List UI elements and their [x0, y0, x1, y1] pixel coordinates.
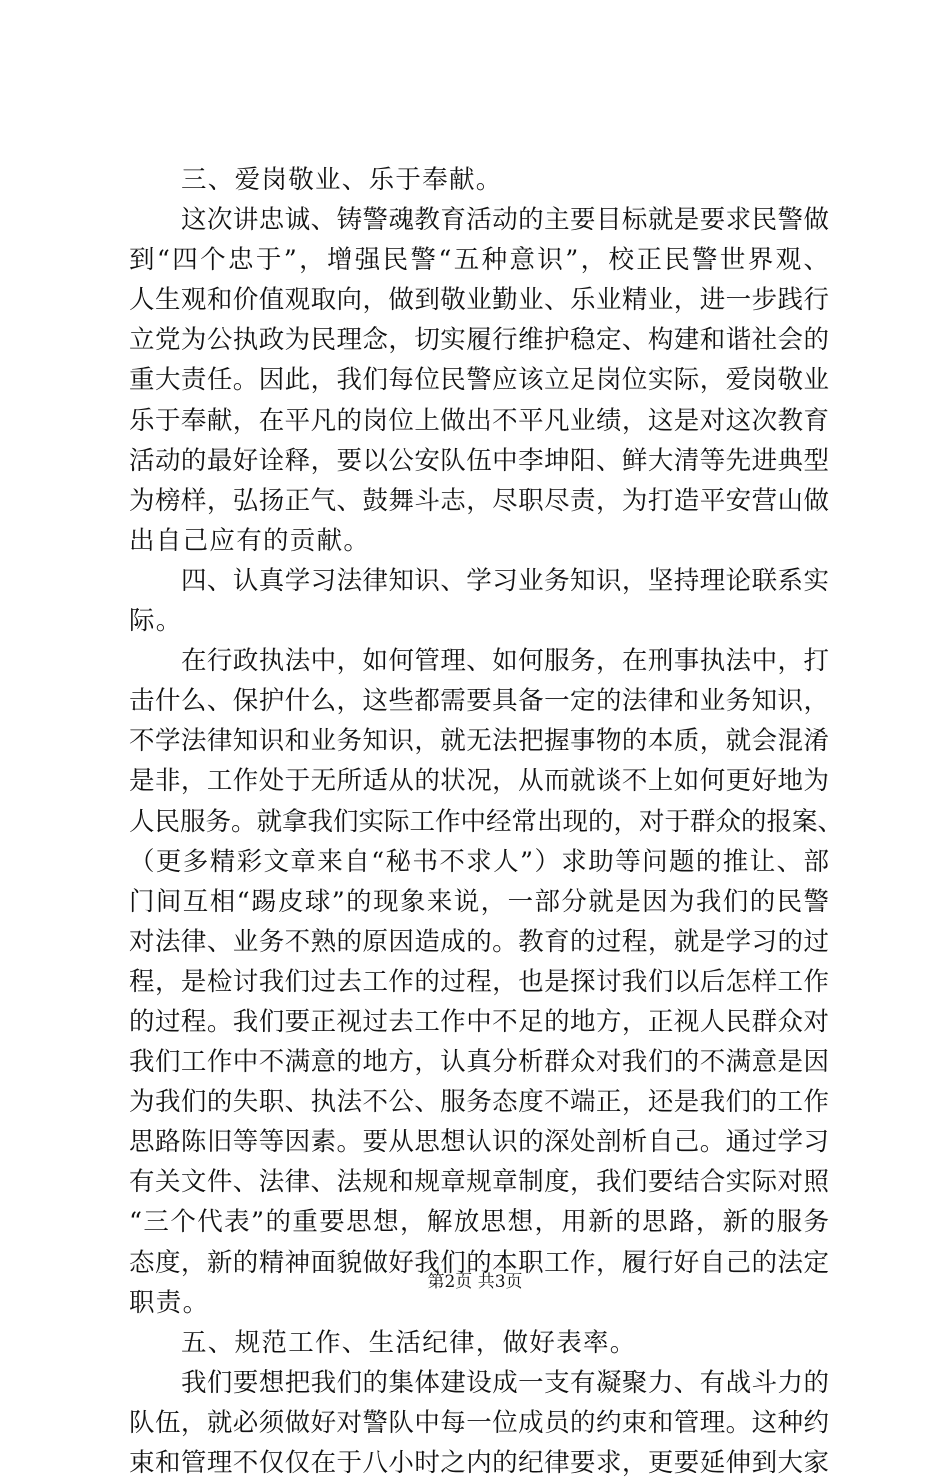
paragraph-line: 的过程。我们要正视过去工作中不足的地方，正视人民群众对 — [129, 1006, 829, 1037]
paragraph-line: 活动的最好诠释，要以公安队伍中李坤阳、鲜大清等先进典型 — [129, 445, 829, 476]
paragraph-line: 为我们的失职、执法不公、服务态度不端正，还是我们的工作 — [129, 1087, 829, 1118]
paragraph-line: 我们工作中不满意的地方，认真分析群众对我们的不满意是因 — [129, 1047, 829, 1078]
paragraph-line: 职责。 — [129, 1287, 210, 1318]
paragraph-line: 对法律、业务不熟的原因造成的。教育的过程，就是学习的过 — [129, 926, 829, 957]
section-heading-5: 五、规范工作、生活纪律，做好表率。 — [181, 1327, 637, 1358]
paragraph-line: 束和管理不仅仅在于八小时之内的纪律要求，更要延伸到大家 — [129, 1448, 829, 1478]
paragraph-line: 人民服务。就拿我们实际工作中经常出现的，对于群众的报案、 — [129, 806, 844, 837]
paragraph-line: 态度，新的精神面貌做好我们的本职工作，履行好自己的法定 — [129, 1247, 829, 1278]
section-heading-4-cont: 际。 — [129, 606, 183, 637]
paragraph-line: 在行政执法中，如何管理、如何服务，在刑事执法中，打 — [181, 646, 829, 677]
page-number-footer: 第2页 共3页 — [427, 1272, 523, 1292]
paragraph-line: 人生观和价值观取向，做到敬业勤业、乐业精业，进一步践行 — [129, 285, 829, 316]
paragraph-line: 到“四个忠于”，增强民警“五种意识”，校正民警世界观、 — [129, 245, 829, 276]
paragraph-line: “三个代表”的重要思想，解放思想，用新的思路，新的服务 — [129, 1207, 829, 1238]
paragraph-line: 立党为公执政为民理念，切实履行维护稳定、构建和谐社会的 — [129, 325, 829, 356]
paragraph-line: 重大责任。因此，我们每位民警应该立足岗位实际，爱岗敬业 — [129, 365, 829, 396]
paragraph-line: 出自己应有的贡献。 — [129, 525, 371, 556]
paragraph-line: 我们要想把我们的集体建设成一支有凝聚力、有战斗力的 — [181, 1367, 829, 1398]
paragraph-line: 门间互相“踢皮球”的现象来说，一部分就是因为我们的民警 — [129, 886, 829, 917]
section-heading-4: 四、认真学习法律知识、学习业务知识，坚持理论联系实 — [181, 565, 829, 596]
paragraph-line: （更多精彩文章来自“秘书不求人”）求助等问题的推让、部 — [129, 846, 829, 877]
section-heading-3: 三、爱岗敬业、乐于奉献。 — [181, 165, 503, 195]
paragraph-line: 为榜样，弘扬正气、鼓舞斗志，尽职尽责，为打造平安营山做 — [129, 485, 829, 516]
paragraph-line: 思路陈旧等等因素。要从思想认识的深处剖析自己。通过学习 — [129, 1127, 829, 1158]
paragraph-line: 击什么、保护什么，这些都需要具备一定的法律和业务知识， — [129, 686, 829, 717]
paragraph-line: 乐于奉献，在平凡的岗位上做出不平凡业绩，这是对这次教育 — [129, 405, 829, 436]
paragraph-line: 这次讲忠诚、铸警魂教育活动的主要目标就是要求民警做 — [181, 205, 829, 236]
paragraph-line: 不学法律知识和业务知识，就无法把握事物的本质，就会混淆 — [129, 726, 829, 757]
paragraph-line: 队伍，就必须做好对警队中每一位成员的约束和管理。这种约 — [129, 1407, 829, 1438]
paragraph-line: 程，是检讨我们过去工作的过程，也是探讨我们以后怎样工作 — [129, 966, 829, 997]
paragraph-line: 有关文件、法律、法规和规章规章制度，我们要结合实际对照 — [129, 1167, 829, 1198]
paragraph-line: 是非，工作处于无所适从的状况，从而就谈不上如何更好地为 — [129, 766, 829, 797]
